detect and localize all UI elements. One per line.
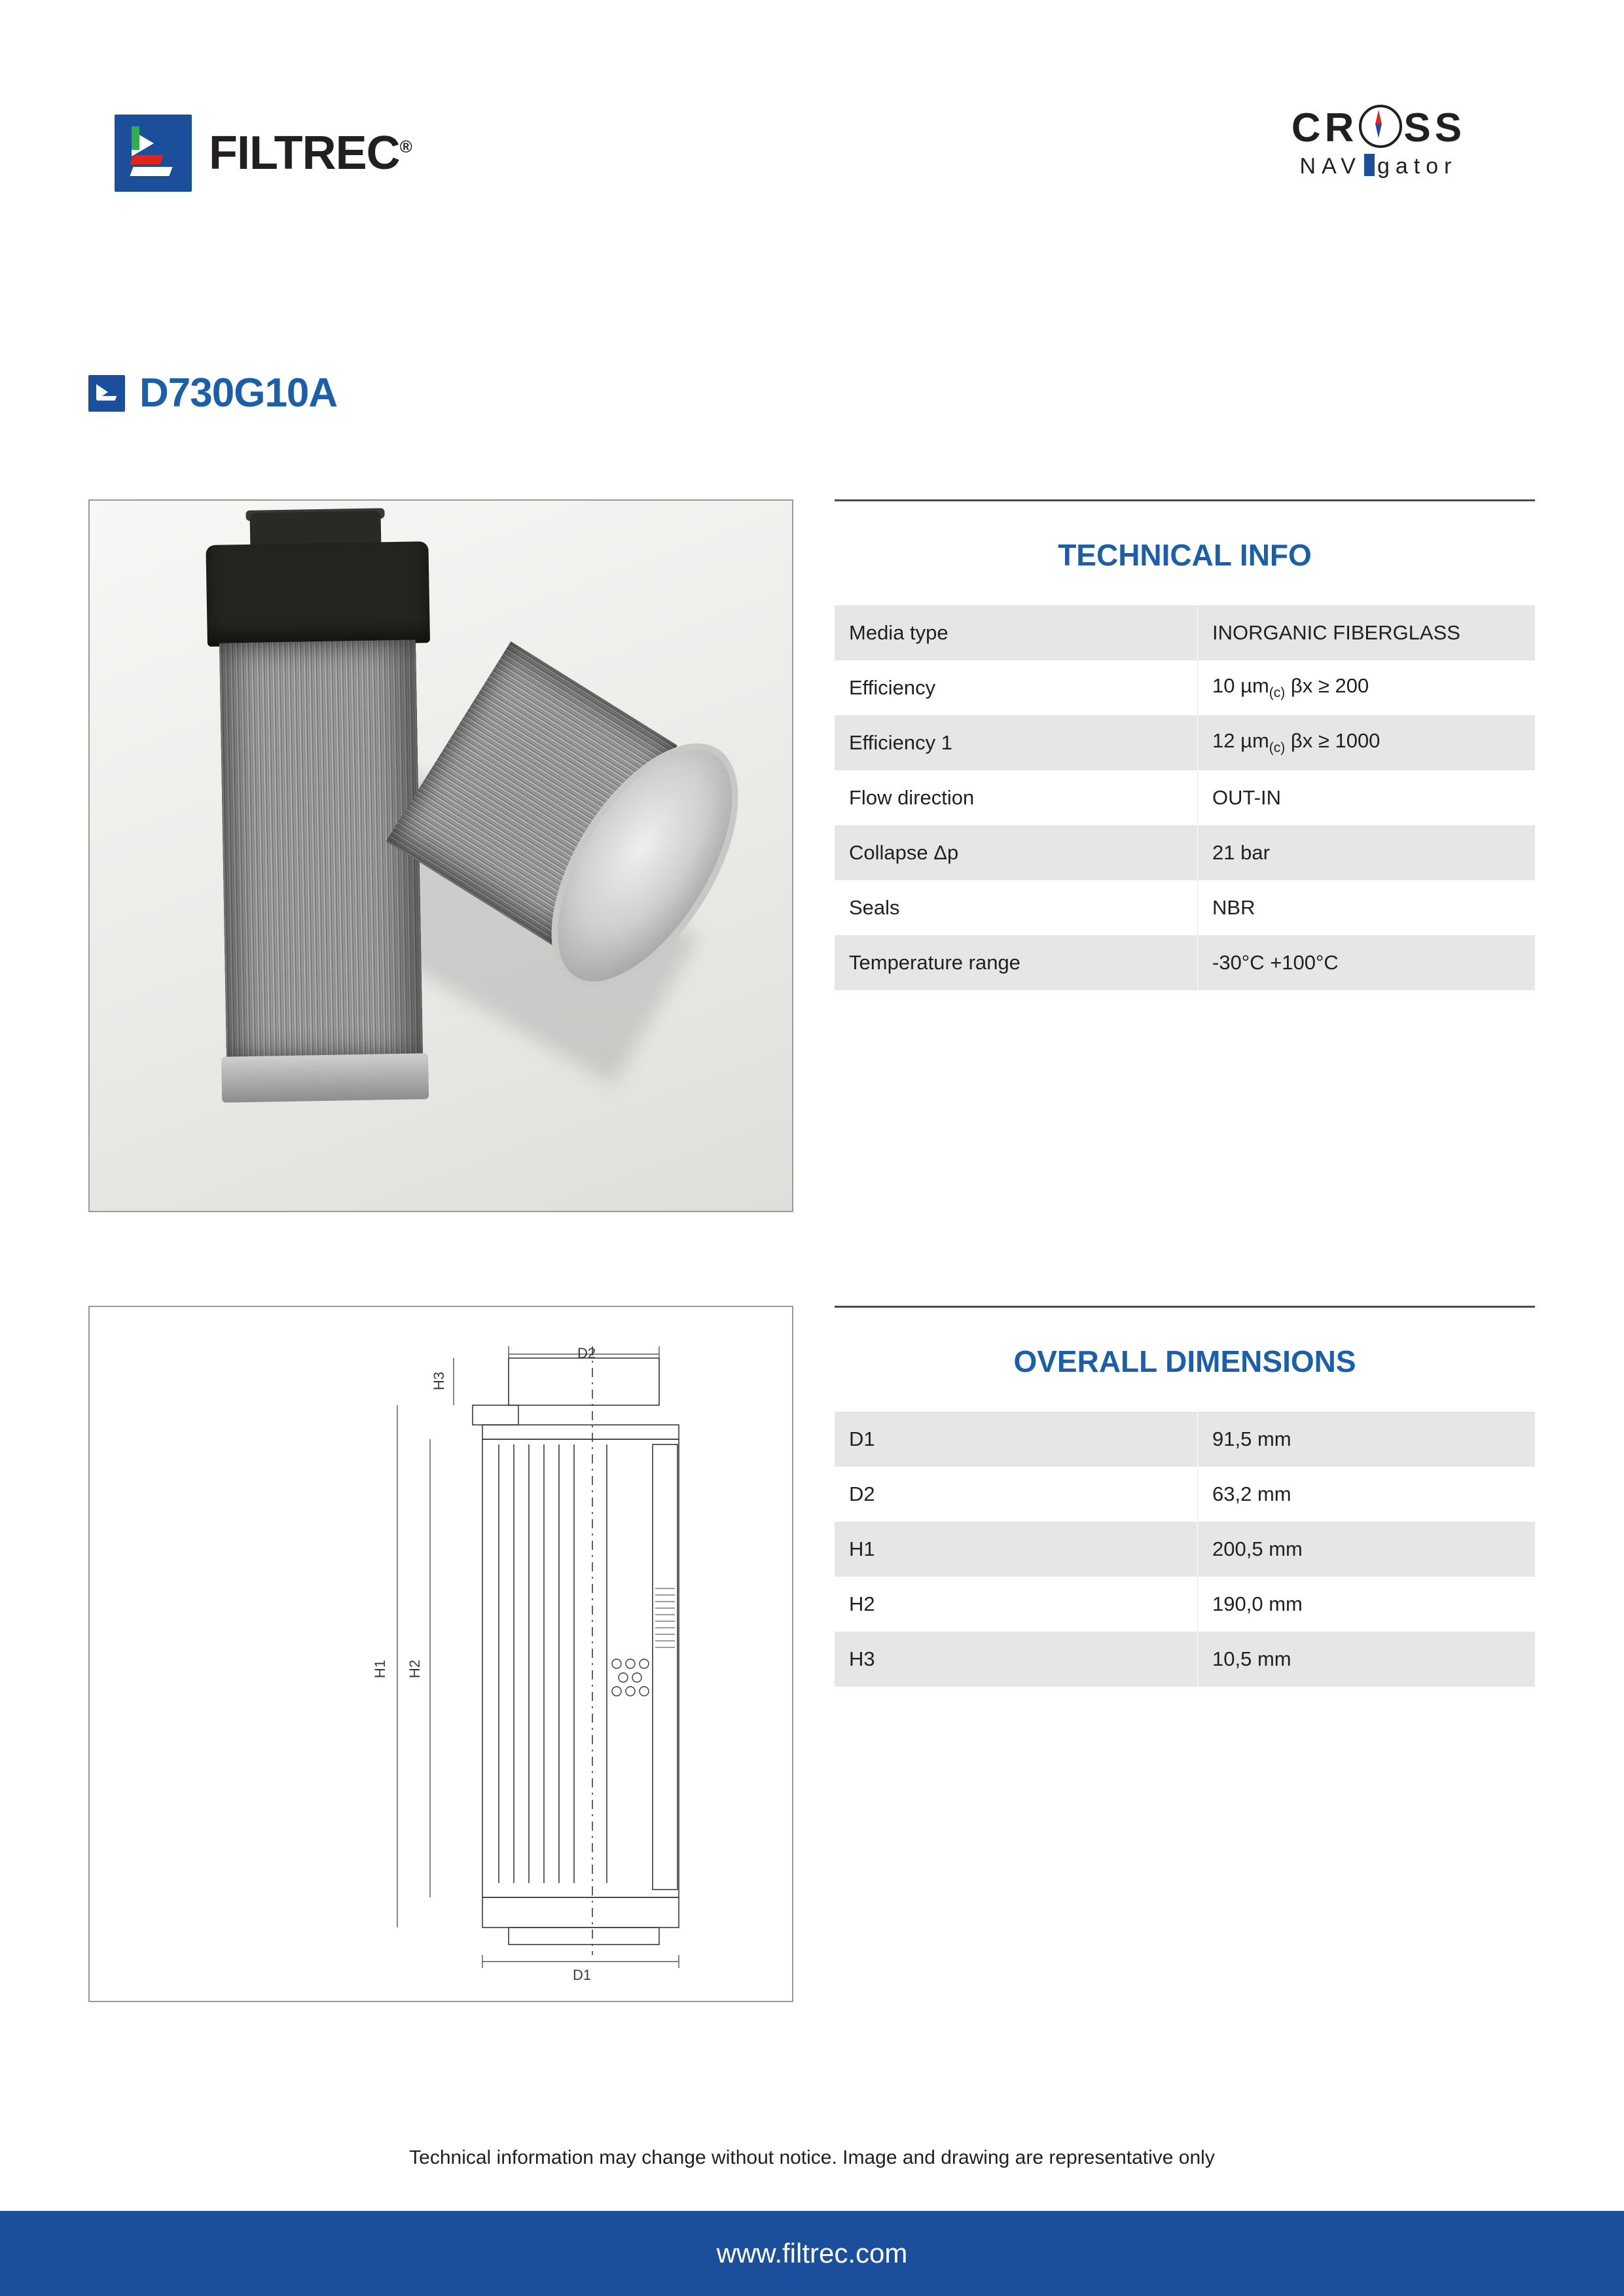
nav-bar-icon	[1364, 154, 1375, 176]
row-value-tail: βx ≥ 1000	[1285, 729, 1380, 753]
technical-info-table	[835, 605, 1535, 990]
section-divider	[835, 1306, 1535, 1308]
drawing-label-d1: D1	[573, 1967, 592, 1983]
row-key: Media type	[835, 605, 1198, 660]
row-key: Efficiency 1	[835, 715, 1198, 770]
row-value: OUT-IN	[1198, 770, 1536, 825]
screen-hatching	[655, 1588, 675, 1647]
table-row	[835, 1467, 1535, 1522]
cross-wordmark	[1291, 105, 1466, 149]
table-row	[835, 770, 1535, 825]
row-key: Efficiency	[835, 660, 1198, 715]
table-row	[835, 660, 1535, 715]
table-row	[835, 825, 1535, 880]
logo-wordmark-text: FILTREC	[209, 127, 400, 179]
filtrec-logo	[115, 115, 412, 192]
page-header	[0, 98, 1624, 242]
drawing-label-h2: H2	[406, 1659, 424, 1679]
footer-note: Technical information may change without notice. Image and drawing are representative only	[409, 2147, 1215, 2168]
row-key: Temperature range	[835, 935, 1198, 990]
logo-wordmark	[209, 126, 412, 180]
product-photo	[88, 499, 793, 1212]
table-row	[835, 605, 1535, 660]
perforation-pattern	[612, 1659, 649, 1696]
row-value-sub: (c)	[1269, 685, 1286, 701]
overall-dimensions-section	[835, 1306, 1535, 1687]
row-key: Collapse Δp	[835, 825, 1198, 880]
cross-prefix-text: CR	[1291, 105, 1358, 151]
row-value-main: 10 µm	[1212, 674, 1269, 698]
page-title: D730G10A	[139, 370, 338, 416]
navigator-wordmark	[1300, 154, 1458, 179]
row-value: 10,5 mm	[1198, 1632, 1536, 1687]
table-row	[835, 1522, 1535, 1577]
row-value	[1198, 715, 1536, 770]
cross-suffix-text: SS	[1403, 105, 1466, 151]
row-key: D2	[835, 1467, 1198, 1522]
row-key: H3	[835, 1632, 1198, 1687]
table-row	[835, 880, 1535, 935]
table-row	[835, 935, 1535, 990]
row-key: Seals	[835, 880, 1198, 935]
footer-website-link[interactable]: www.filtrec.com	[716, 2238, 908, 2269]
table-row	[835, 715, 1535, 770]
row-value: 200,5 mm	[1198, 1522, 1536, 1577]
overall-dimensions-heading: OVERALL DIMENSIONS	[1013, 1344, 1356, 1378]
row-value-sub: (c)	[1269, 740, 1286, 756]
section-divider	[835, 499, 1535, 501]
drawing-svg	[90, 1307, 789, 1998]
row-value-tail: βx ≥ 200	[1285, 674, 1369, 698]
row-value: 190,0 mm	[1198, 1577, 1536, 1632]
filtrec-arrow-icon	[88, 375, 125, 412]
footer-bar	[0, 2211, 1624, 2296]
row-value-main: 12 µm	[1212, 729, 1269, 753]
technical-info-heading: TECHNICAL INFO	[1058, 538, 1312, 572]
row-value	[1198, 660, 1536, 715]
overall-dimensions-table	[835, 1412, 1535, 1687]
row-key: H2	[835, 1577, 1198, 1632]
row-value: INORGANIC FIBERGLASS	[1198, 605, 1536, 660]
row-value: -30°C +100°C	[1198, 935, 1536, 990]
technical-info-section	[835, 499, 1535, 990]
table-row	[835, 1577, 1535, 1632]
nav-prefix-text: NAV	[1299, 154, 1362, 179]
nav-suffix-text: gator	[1377, 154, 1458, 179]
row-value: 63,2 mm	[1198, 1467, 1536, 1522]
row-value: NBR	[1198, 880, 1536, 935]
compass-icon	[1359, 105, 1402, 148]
row-key: Flow direction	[835, 770, 1198, 825]
page-title-row	[88, 370, 337, 416]
drawing-label-h3: H3	[431, 1371, 448, 1391]
table-row	[835, 1412, 1535, 1467]
row-value: 21 bar	[1198, 825, 1536, 880]
drawing-label-d2: D2	[577, 1345, 596, 1361]
row-value: 91,5 mm	[1198, 1412, 1536, 1467]
row-key: D1	[835, 1412, 1198, 1467]
filtrec-mark-icon	[115, 115, 192, 192]
registered-mark: ®	[399, 137, 412, 156]
table-row	[835, 1632, 1535, 1687]
row-key: H1	[835, 1522, 1198, 1577]
dimension-drawing	[88, 1306, 793, 2002]
cross-navigator-logo	[1248, 105, 1509, 179]
drawing-label-h1: H1	[372, 1659, 389, 1679]
